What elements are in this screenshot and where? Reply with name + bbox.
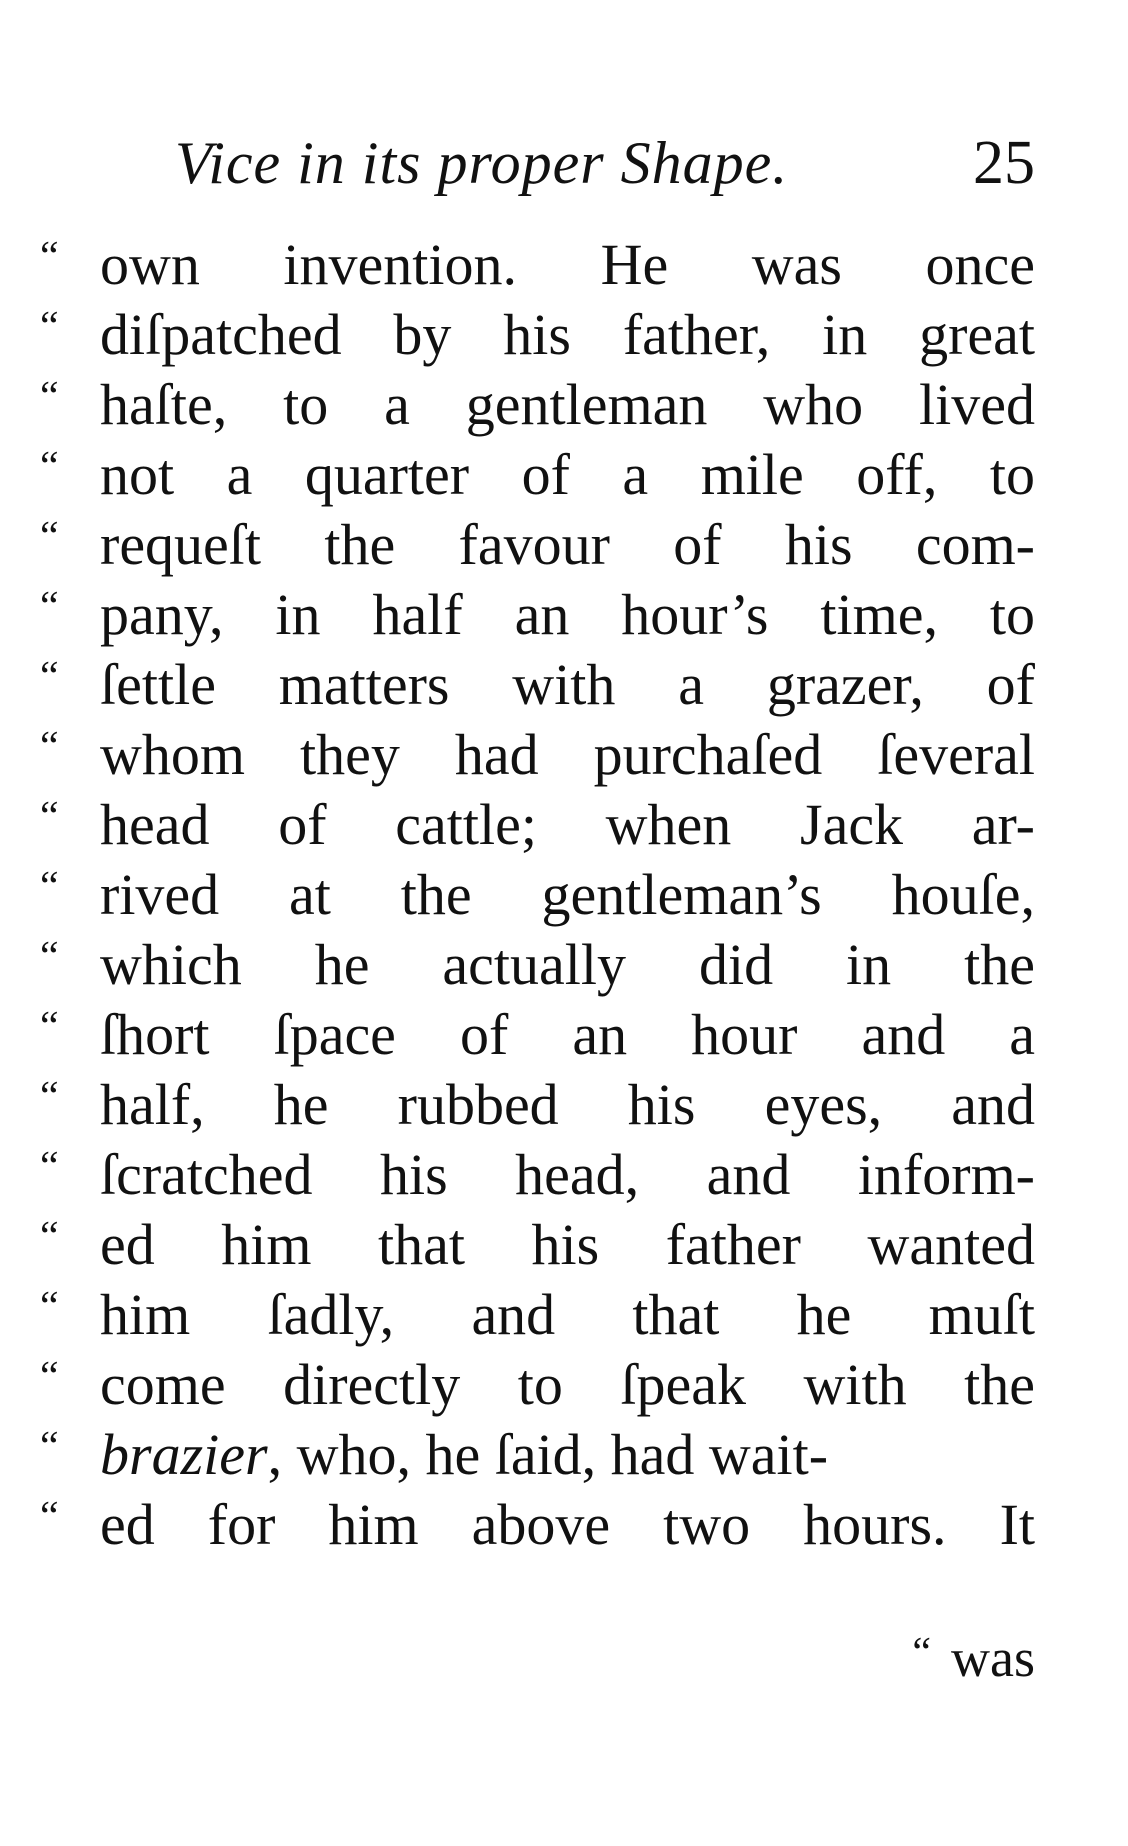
quote-mark: “	[40, 1214, 59, 1260]
text-line-7	[40, 650, 1035, 720]
quote-mark: “	[40, 304, 59, 350]
quote-mark: “	[40, 1004, 59, 1050]
text-line-18	[40, 1420, 1035, 1490]
text-line-16	[40, 1280, 1035, 1350]
text-line-15	[40, 1210, 1035, 1280]
text-line-11	[40, 930, 1035, 1000]
text-line-10	[40, 860, 1035, 930]
text-line-19	[40, 1490, 1035, 1560]
page-number: 25	[973, 129, 1035, 197]
quote-mark: “	[40, 934, 59, 980]
quote-mark: “	[40, 514, 59, 560]
line-text: ſettle matters with a grazer, of	[100, 652, 1035, 717]
line-text: ed for him above two hours. It	[100, 1492, 1035, 1557]
quote-mark: “	[40, 584, 59, 630]
text-line-4	[40, 440, 1035, 510]
line-text: not a quarter of a mile off, to	[100, 442, 1035, 507]
line-text: whom they had purchaſed ſeveral	[100, 722, 1035, 787]
text-line-8	[40, 720, 1035, 790]
text-line-1	[40, 230, 1035, 300]
line-text: requeſt the favour of his com-	[100, 512, 1035, 577]
text-line-2	[40, 300, 1035, 370]
quote-mark: “	[40, 374, 59, 420]
line-text: rived at the gentleman’s houſe,	[100, 862, 1035, 927]
line-text: which he actually did in the	[100, 932, 1035, 997]
catchword-text: was	[951, 1628, 1035, 1688]
text-line-9	[40, 790, 1035, 860]
catchword-quote-mark: “	[912, 1630, 932, 1676]
line-text: diſpatched by his father, in great	[100, 302, 1035, 367]
text-line-3	[40, 370, 1035, 440]
body-text	[40, 230, 1035, 1560]
text-line-6	[40, 580, 1035, 650]
running-head	[175, 128, 1035, 208]
text-line-14	[40, 1140, 1035, 1210]
line-text: own invention. He was once	[100, 232, 1035, 297]
running-title: Vice in its proper Shape.	[175, 130, 789, 196]
line-text: head of cattle; when Jack ar-	[100, 792, 1035, 857]
line-text: come directly to ſpeak with the	[100, 1352, 1035, 1417]
quote-mark: “	[40, 1144, 59, 1190]
text-line-13	[40, 1070, 1035, 1140]
line-text: half, he rubbed his eyes, and	[100, 1072, 1035, 1137]
line-text	[100, 1420, 1035, 1490]
quote-mark: “	[40, 864, 59, 910]
quote-mark: “	[40, 444, 59, 490]
line-text: ſcratched his head, and inform-	[100, 1142, 1035, 1207]
line-text: haſte, to a gentleman who lived	[100, 372, 1035, 437]
quote-mark: “	[40, 1284, 59, 1330]
quote-mark: “	[40, 1074, 59, 1120]
line-text: ſhort ſpace of an hour and a	[100, 1002, 1035, 1067]
line-text: ed him that his father wanted	[100, 1212, 1035, 1277]
quote-mark: “	[40, 1494, 59, 1540]
quote-mark: “	[40, 654, 59, 700]
italic-word: brazier	[100, 1422, 268, 1487]
text-line-5	[40, 510, 1035, 580]
quote-mark: “	[40, 1424, 59, 1470]
quote-mark: “	[40, 724, 59, 770]
quote-mark: “	[40, 234, 59, 280]
rest-text: , who, he ſaid, had wait-	[267, 1422, 829, 1487]
line-text: pany, in half an hour’s time, to	[100, 582, 1035, 647]
catchword	[912, 1623, 1035, 1693]
quote-mark: “	[40, 1354, 59, 1400]
quote-mark: “	[40, 794, 59, 840]
line-text: him ſadly, and that he muſt	[100, 1282, 1035, 1347]
text-line-17	[40, 1350, 1035, 1420]
text-line-12	[40, 1000, 1035, 1070]
